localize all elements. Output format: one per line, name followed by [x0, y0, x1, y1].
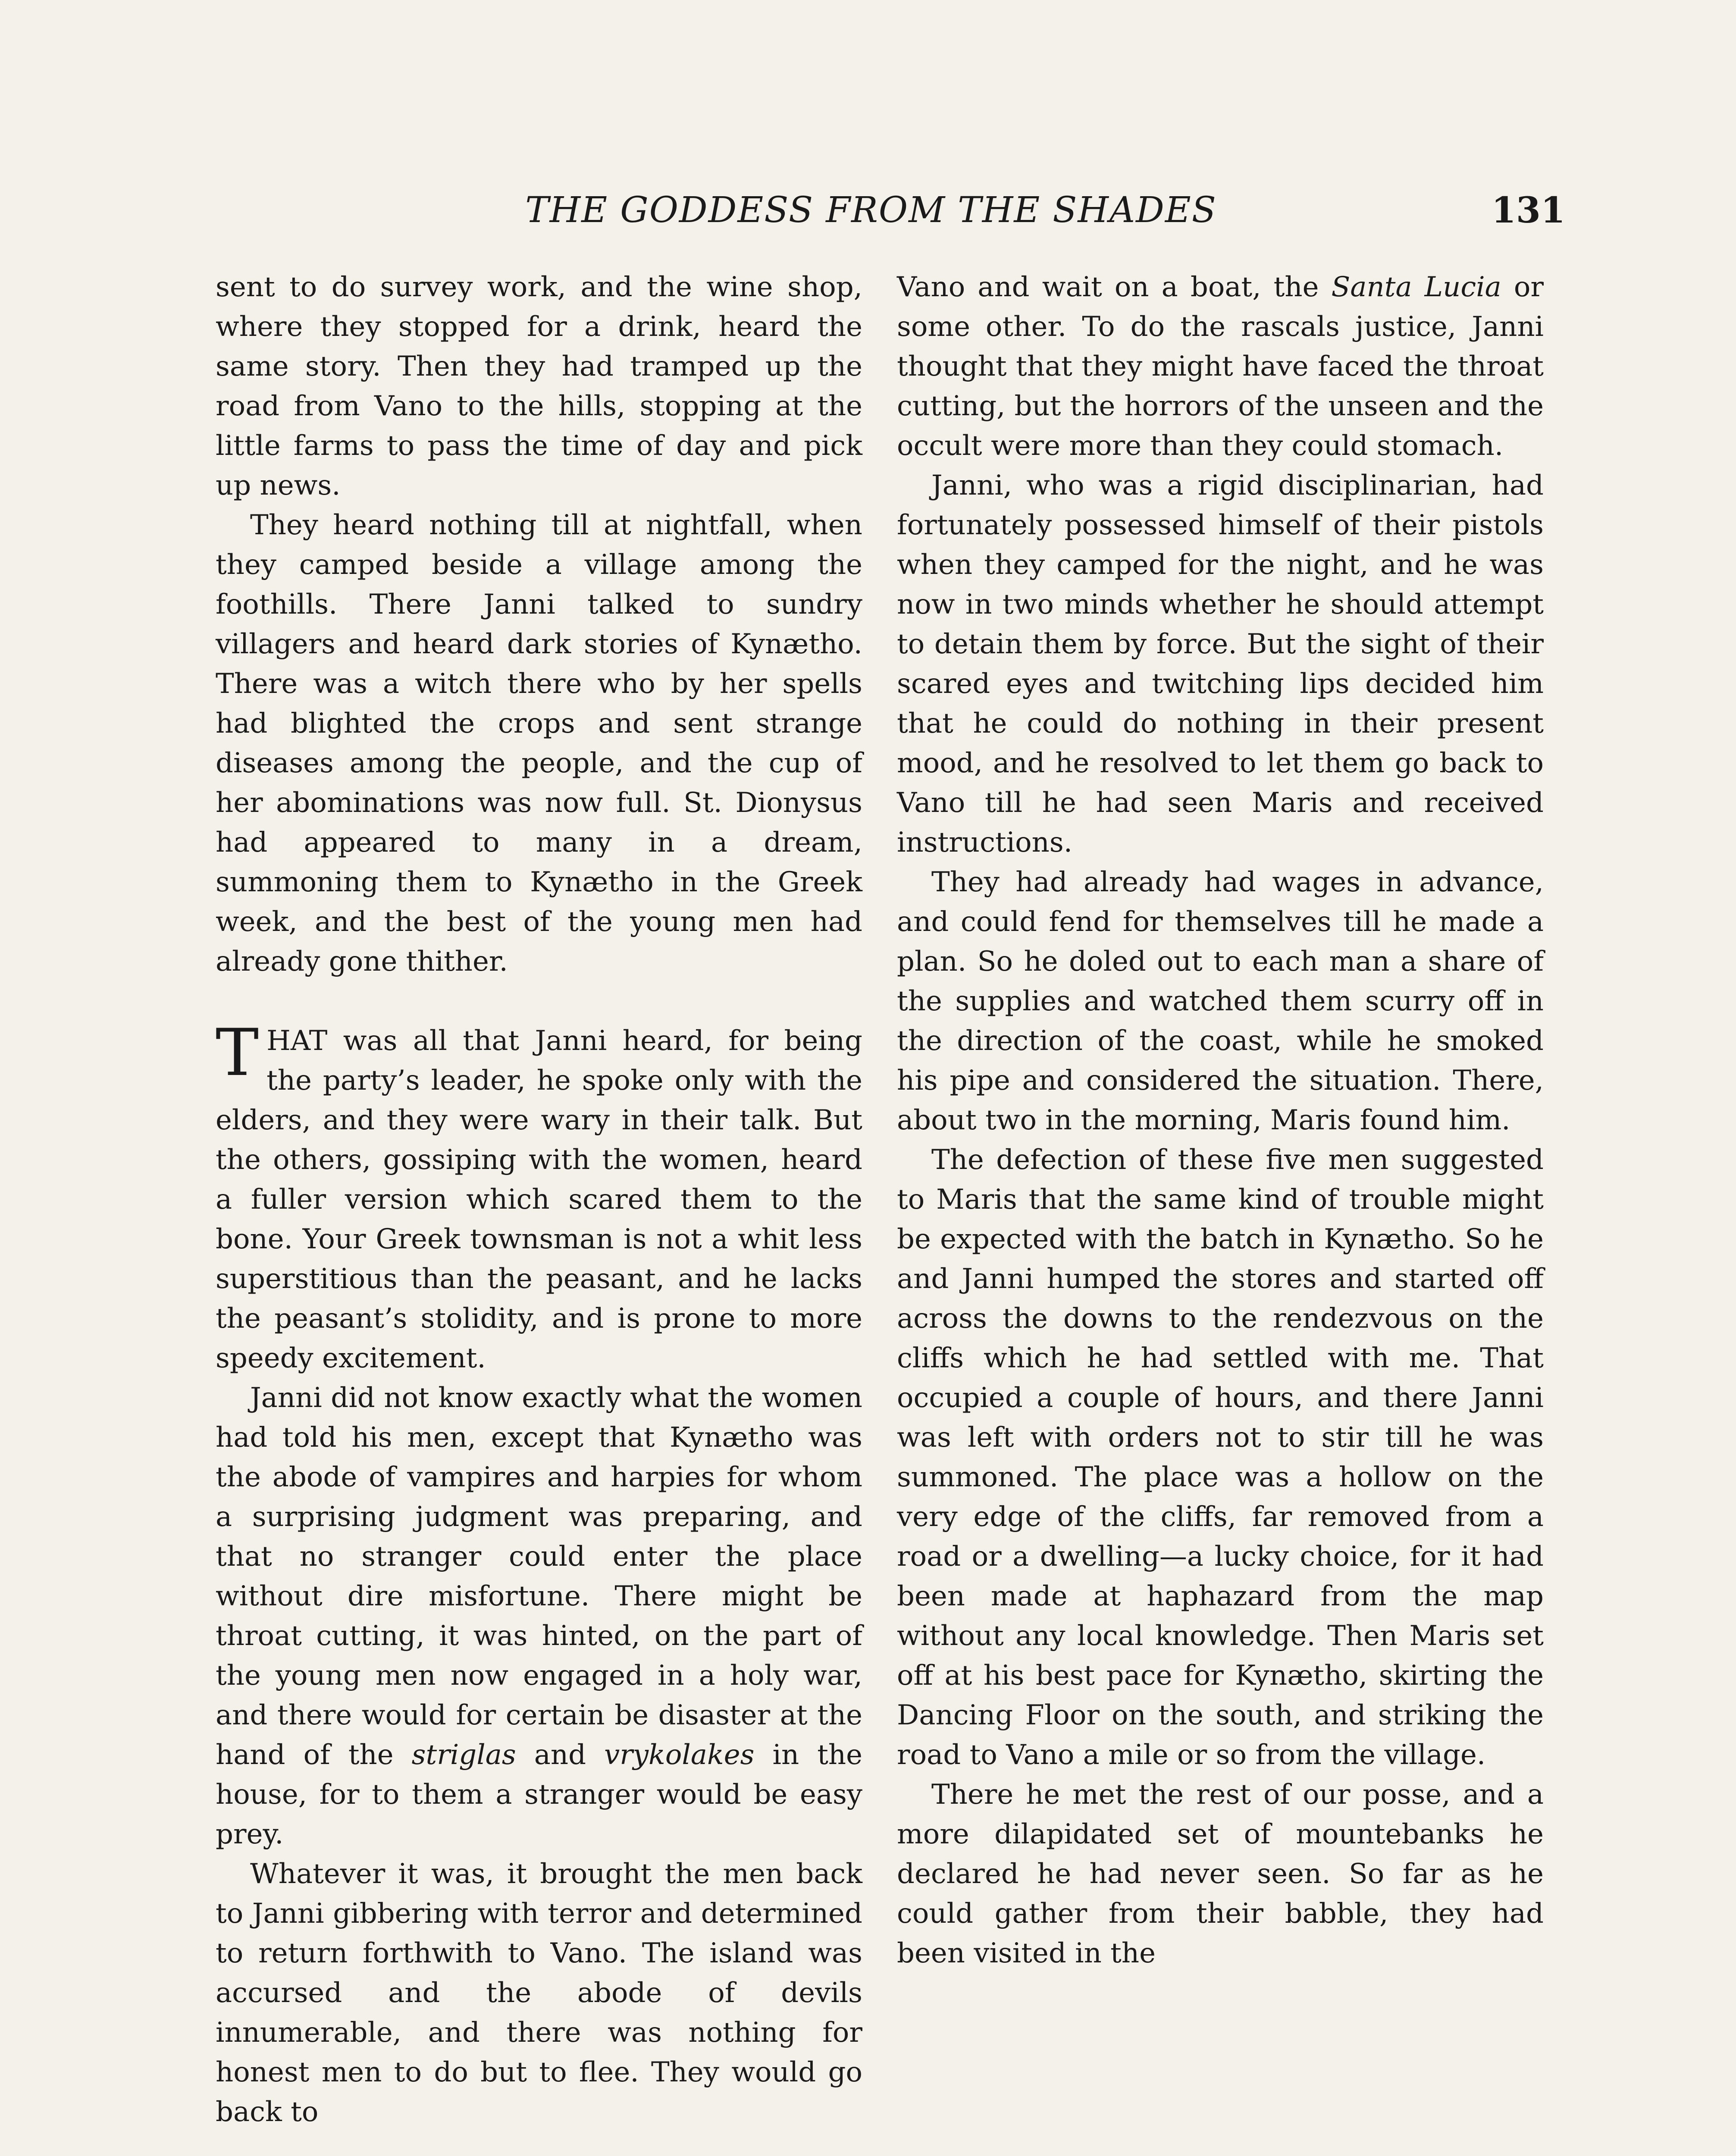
paragraph	[897, 267, 1544, 466]
paragraph	[216, 1378, 862, 1854]
paragraph-text: Janni did not know exactly what the women had told his men, except that Kynætho was the abode of vampires and harpies for whom a surprising judgment was preparing, and that no stranger could enter the place without dire misfortune. There might be throat cutting, it was hinted, on the part of the young men now engaged in a holy war, and there would for certain be disaster at the hand of the	[216, 1382, 862, 1771]
paragraph-text: Vano and wait on a boat, the	[897, 271, 1332, 303]
section-paragraph	[216, 1015, 862, 1378]
paragraph: Janni, who was a rigid disciplinarian, had fortunately possessed himself of their pistols when they camped for the night, and he was now in two minds whether he should attempt to detain them by force. But the sight of their scared eyes and twitching lips decided him that he could do nothing in their present mood, and he resolved to let them go back to Vano till he had seen Maris and received instructions.	[897, 470, 1544, 859]
running-title: THE GODDESS FROM THE SHADES	[525, 190, 1217, 231]
page-number: 131	[1491, 190, 1565, 231]
paragraph: They heard nothing till at nightfall, when they camped beside a village among the foothills. There Janni talked to sundry villagers and heard dark stories of Kynætho. There was a witch there who by her spells had blighted the crops and sent strange diseases among the people, and the cup of her abominations was now full. St. Dionysus had appeared to many in a dream, summoning them to Kynætho in the Greek week, and the best of the young men had already gone thither.	[216, 509, 862, 978]
paragraph-text: or some other. To do the rascals justice, Janni thought that they might have faced the throat cutting, but the horrors of the unseen and the occult were more than they could stomach.	[897, 271, 1544, 462]
paragraph: Whatever it was, it brought the men back to Janni gibbering with terror and determined to return forthwith to Vano. The island was accursed and the abode of devils innumerable, and there was nothing for honest men to do but to flee. They would go back to	[216, 1858, 862, 2128]
paragraph-text: HAT was all that Janni heard, for being the party’s leader, he spoke only with the elders, and they were wary in their talk. But the others, gossiping with the women, heard a fuller version which scared them to the bone. Your Greek townsman is not a whit less superstitious than the peasant, and he lacks the peasant’s stolidity, and is prone to more speedy excitement.	[216, 1025, 862, 1374]
paragraph-text: and	[516, 1739, 605, 1771]
italic-term: vrykolakes	[604, 1739, 755, 1771]
ship-name: Santa Lucia	[1331, 271, 1501, 303]
paragraph: The defection of these five men suggested to Maris that the same kind of trouble might be expected with the batch in Kynætho. So he and Janni humped the stores and started off across the downs to the rendezvous on the cliffs which he had settled with me. That occupied a couple of hours, and there Janni was left with orders not to stir till he was summoned. The place was a hollow on the very edge of the cliffs, far removed from a road or a dwelling—a lucky choice, for it had been made at haphazard from the map without any local knowledge. Then Maris set off at his best pace for Kynætho, skirting the Dancing Floor on the south, and striking the road to Vano a mile or so from the village.	[897, 1144, 1544, 1771]
paragraph-text: in the house, for to them a stranger would be easy prey.	[216, 1739, 863, 1850]
paragraph: There he met the rest of our posse, and a more dilapidated set of mountebanks he declared he had never seen. So far as he could gather from their babble, they had been visited in the	[897, 1779, 1544, 1969]
paragraph: sent to do survey work, and the wine shop, where they stopped for a drink, heard the same story. Then they had tramped up the road from Vano to the hills, stopping at the little farms to pass the time of day and pick up news.	[216, 271, 862, 501]
paragraph: They had already had wages in advance, and could fend for themselves till he made a plan. So he doled out to each man a share of the supplies and watched them scurry off in the direction of the coast, while he smoked his pipe and considered the situation. There, about two in the morning, Maris found him.	[897, 866, 1544, 1136]
drop-cap: T	[216, 1015, 259, 1091]
left-column	[216, 267, 862, 2132]
right-column	[897, 267, 1544, 1973]
italic-term: striglas	[411, 1739, 516, 1771]
